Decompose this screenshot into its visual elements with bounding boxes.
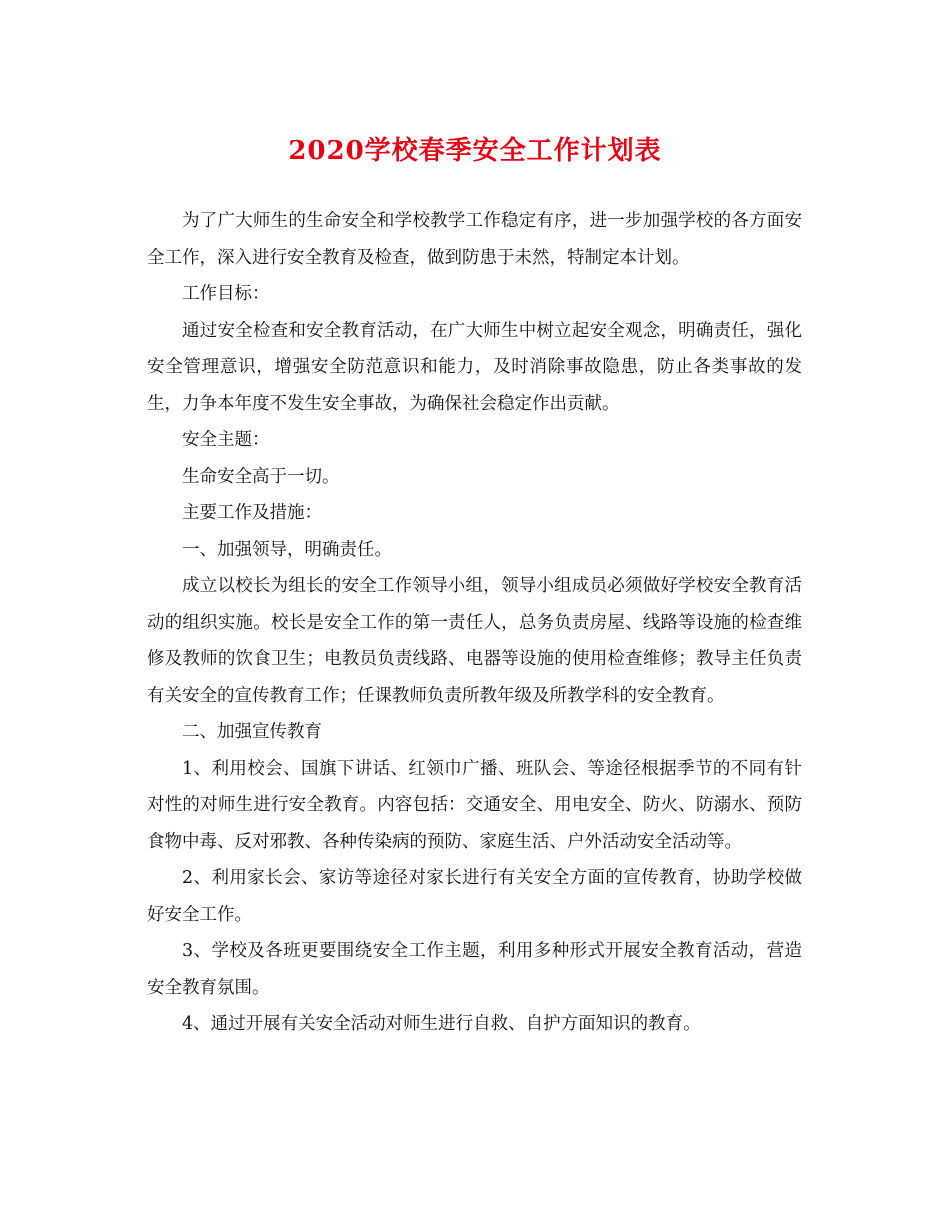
paragraph-intro: 为了广大师生的生命安全和学校教学工作稳定有序，进一步加强学校的各方面安全工作，深入进行安全教育及检查，做到防患于未然，特制定本计划。 (147, 211, 802, 268)
heading-work-goals: 工作目标： (182, 284, 270, 304)
paragraph-work-goals: 通过安全检查和安全教育活动，在广大师生中树立起安全观念，明确责任，强化安全管理意识，增强安全防范意识和能力，及时消除事故隐患，防止各类事故的发生，力争本年度不发生安全事故，为确保社会稳定作出贡献。 (147, 320, 802, 414)
heading-section-2: 二、加强宣传教育 (182, 722, 322, 742)
list-item-1: 1、利用校会、国旗下讲话、红领巾广播、班队会、等途径根据季节的不同有针对性的对师生进行安全教育。内容包括：交通安全、用电安全、防火、防溺水、预防食物中毒、反对邪教、各种传染病的预防、家庭生活、户外活动安全活动等。 (147, 758, 802, 852)
heading-section-1: 一、加强领导，明确责任。 (182, 539, 392, 560)
heading-main-measures: 主要工作及措施： (182, 503, 322, 523)
heading-safety-theme: 安全主题： (182, 430, 270, 450)
list-item-4: 4、通过开展有关安全活动对师生进行自救、自护方面知识的教育。 (182, 1014, 701, 1034)
paragraph-section-1: 成立以校长为组长的安全工作领导小组，领导小组成员必须做好学校安全教育活动的组织实施。校长是安全工作的第一责任人，总务负责房屋、线路等设施的检查维修及教师的饮食卫生；电教员负责线路、电器等设施的使用检查维修；教导主任负责有关安全的宣传教育工作；任课教师负责所教年级及所教学科的安全教育。 (147, 576, 802, 706)
list-item-3: 3、学校及各班更要围绕安全工作主题，利用多种形式开展安全教育活动，营造安全教育氛围。 (147, 941, 802, 998)
document-title: 2020学校春季安全工作计划表 (288, 136, 662, 166)
document-body (147, 203, 802, 1043)
paragraph-safety-theme: 生命安全高于一切。 (182, 466, 340, 487)
list-item-2: 2、利用家长会、家访等途径对家长进行有关安全方面的宣传教育，协助学校做好安全工作。 (147, 868, 802, 925)
